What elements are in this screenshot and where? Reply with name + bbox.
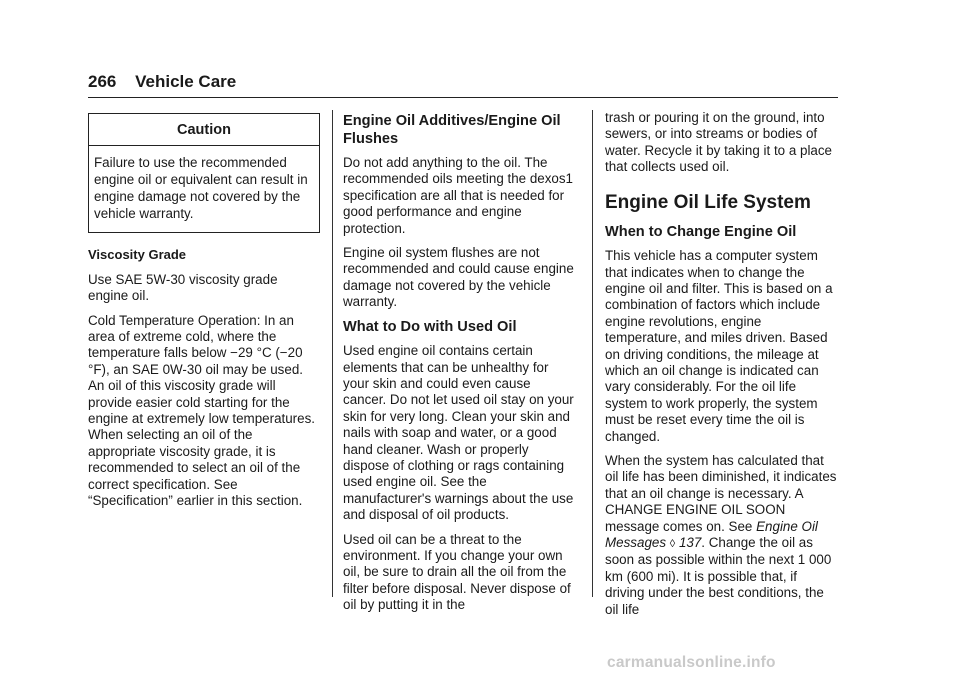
oil-life-system-heading: Engine Oil Life System: [605, 191, 811, 213]
paragraph: [605, 453, 838, 618]
additives-heading: Engine Oil Additives/Engine Oil Flushes: [343, 113, 561, 147]
viscosity-heading: Viscosity Grade: [88, 247, 187, 263]
used-oil-heading: What to Do with Used Oil: [343, 318, 517, 335]
watermark: carmanualsonline.info: [607, 654, 776, 671]
column-middle: [343, 110, 575, 622]
column-right: [605, 110, 838, 626]
section-title: Vehicle Care: [135, 72, 237, 91]
paragraph: Do not add anything to the oil. The recommended oils meeting the dexos1 specification are all that is needed for good performance and engine protection.: [343, 155, 574, 236]
paragraph: This vehicle has a computer system that indicates when to change the engine oil and filter. This is based on a combination of factors which include engine revolutions, engine temperature, and miles driven. Based on driving conditions, the mileage at which an oil change is indicated can vary considerably. For the oil life system to work properly, the system must be reset every time the oil is changed.: [605, 248, 833, 444]
column-divider-right: [592, 110, 593, 597]
paragraph: Used oil can be a threat to the environment. If you change your own oil, be sure to drain all the oil from the filter before disposal. Never dispose of oil by putting it in the: [343, 531, 571, 613]
caution-box: [88, 113, 320, 233]
paragraph: Cold Temperature Operation: In an area of extreme cold, where the temperature falls below −29 °C (−20 °F), an SAE 0W-30 oil may be used. An oil of this viscosity grade will provide easier cold starting for the engine at extremely low temperatures. When selecting an oil of the appropriate viscosity grade, it is recommended to select an oil of the correct specification. See “Specification” earlier in this section.: [88, 312, 316, 509]
paragraph: Engine oil system flushes are not recommended and could cause engine damage not covered by the vehicle warranty.: [343, 245, 574, 310]
paragraph-text: When the system has calculated that oil life has been diminished, it indicates that an oil change is necessary. A CHANGE ENGINE OIL SOON message comes on. See: [605, 453, 837, 534]
paragraph: Use SAE 5W-30 viscosity grade engine oil.: [88, 271, 278, 304]
page-header: [88, 72, 236, 92]
caution-title: Caution: [89, 114, 319, 146]
column-left: [88, 110, 320, 518]
when-to-change-heading: When to Change Engine Oil: [605, 223, 797, 240]
page-number: 266: [88, 72, 117, 91]
column-divider-left: [332, 110, 333, 597]
paragraph: trash or pouring it on the ground, into sewers, or into streams or bodies of water. Recycle it by taking it to a place that collects used oil.: [605, 110, 833, 175]
paragraph-text: . Change the oil as soon as possible within the next 1 000 km (600 mi). It is possible that, if driving under the best conditions, the oil life: [605, 535, 832, 617]
paragraph: Used engine oil contains certain elements that can be unhealthy for your skin and could even cause cancer. Do not let used oil stay on your skin for very long. Clean your skin and nails with soap and water, or a good hand cleaner. Wash or properly dispose of clothing or rags containing used engine oil. See the manufacturer's warnings about the use and disposal of oil products.: [343, 343, 574, 523]
engine-oil-messages-link[interactable]: Engine Oil Messages: [605, 518, 818, 551]
caution-text: Failure to use the recommended engine oil or equivalent can result in engine damage not covered by the vehicle warranty.: [94, 155, 308, 222]
header-rule: [88, 97, 838, 98]
page-ref-number[interactable]: 137: [678, 535, 702, 551]
page-ref-icon: ◊: [669, 538, 676, 551]
